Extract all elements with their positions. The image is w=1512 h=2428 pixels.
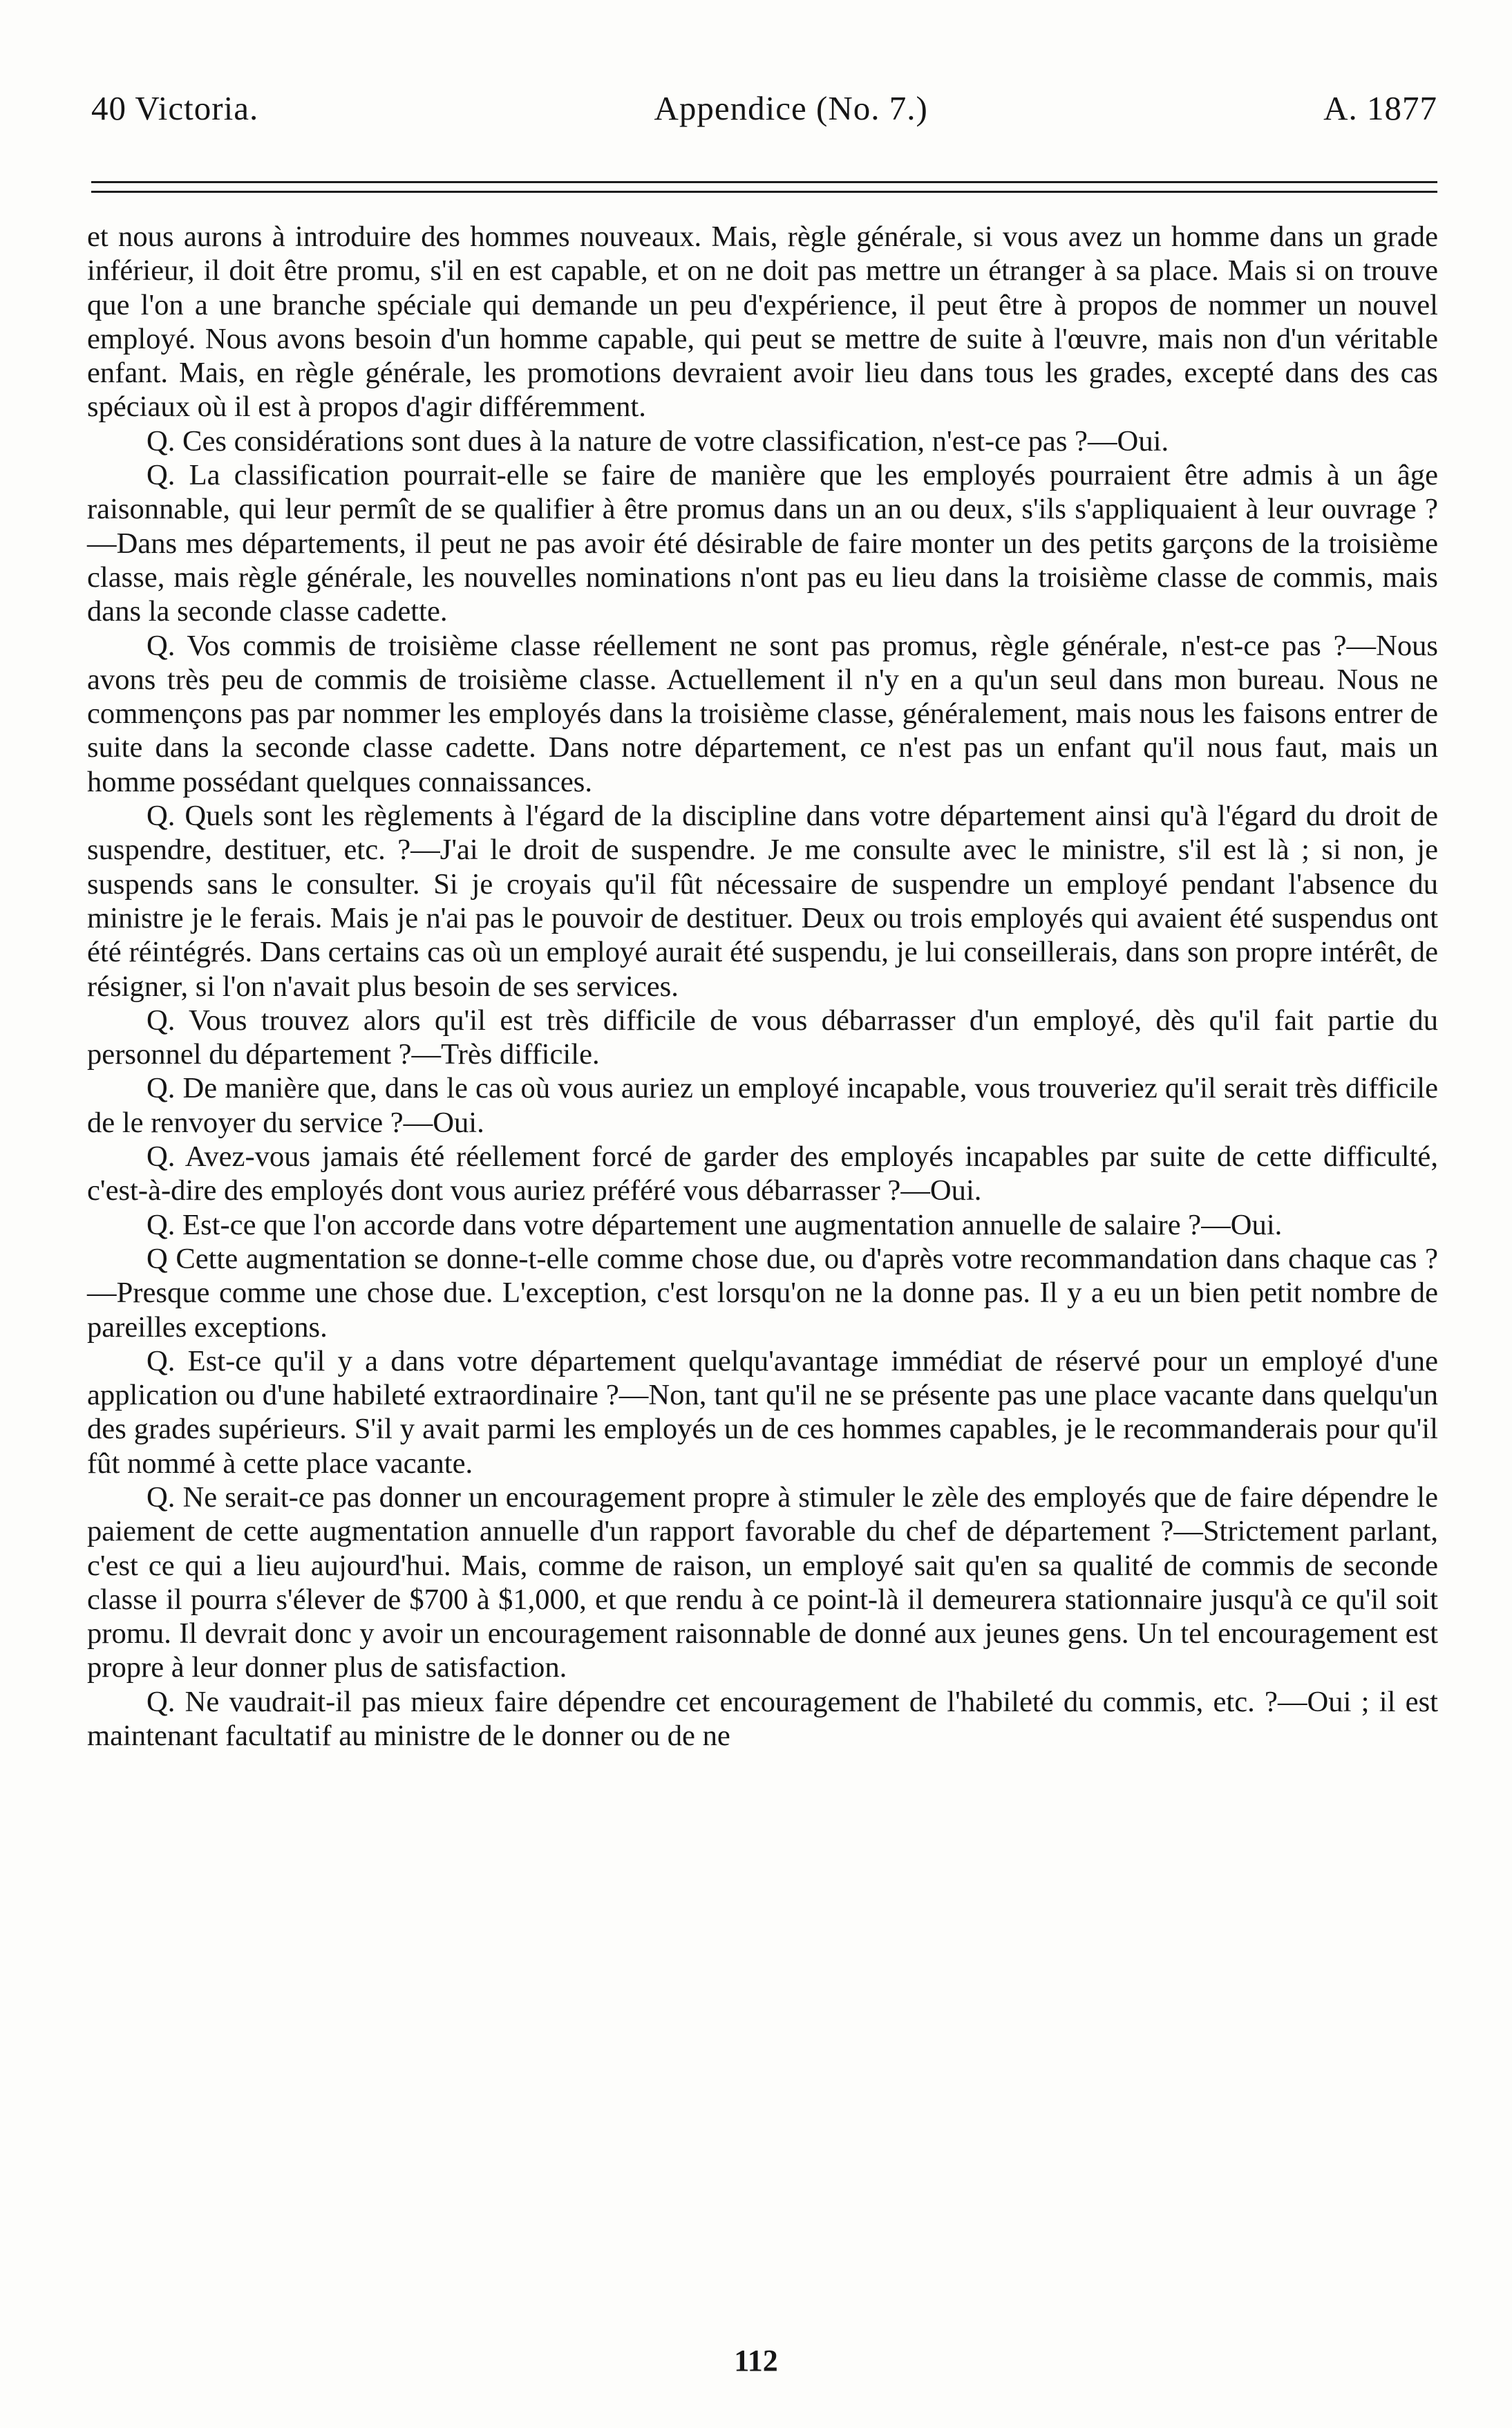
- question-paragraph: Q. Quels sont les règlements à l'égard de la discipline dans votre département ainsi qu'à l'égard du droit de suspendre, destituer, etc. ?—J'ai le droit de suspendre. Je me consulte avec le ministre, s'il est là ; si non, je suspends sans le consulter. Si je croyais qu'il fût nécessaire de suspendre un employé pendant l'absence du ministre je le ferais. Mais je n'ai pas le pouvoir de destituer. Deux ou trois employés qui avaient été suspendus ont été réintégrés. Dans certains cas où un employé aurait été suspendu, je lui conseillerais, dans son propre intérêt, de résigner, si l'on n'avait plus besoin de ses services.: [87, 800, 1438, 1003]
- header-rule-top: [91, 181, 1437, 183]
- header-session: 40 Victoria.: [91, 89, 259, 127]
- question-paragraph: Q. Vous trouvez alors qu'il est très difficile de vous débarrasser d'un employé, dès qu'il fait partie du personnel du département ?—Très difficile.: [87, 1004, 1438, 1071]
- question-paragraph: Q. Avez-vous jamais été réellement forcé de garder des employés incapables par suite de cette difficulté, c'est-à-dire des employés dont vous auriez préféré vous débarrasser ?—Oui.: [87, 1140, 1438, 1207]
- question-paragraph: Q. Ces considérations sont dues à la nature de votre classification, n'est-ce pas ?—Oui.: [147, 424, 1169, 458]
- question-paragraph: Q. De manière que, dans le cas où vous auriez un employé incapable, vous trouveriez qu'il serait très difficile de le renvoyer du service ?—Oui.: [87, 1072, 1438, 1139]
- header-appendix: Appendice (No. 7.): [654, 89, 928, 127]
- body-text: [87, 220, 1438, 1753]
- running-header: [91, 88, 1437, 130]
- question-paragraph: Q. Ne vaudrait-il pas mieux faire dépendre cet encouragement de l'habileté du commis, etc. ?—Oui ; il est maintenant facultatif au ministre de le donner ou de ne: [87, 1685, 1438, 1753]
- question-paragraph: Q. Est-ce qu'il y a dans votre département quelqu'avantage immédiat de réservé pour un employé d'une application ou d'une habileté extraordinaire ?—Non, tant qu'il ne se présente pas une place vacante dans quelqu'un des grades supérieurs. S'il y avait parmi les employés un de ces hommes capables, je le recommanderais pour qu'il fût nommé à cette place vacante.: [87, 1344, 1438, 1480]
- question-paragraph: Q. Est-ce que l'on accorde dans votre département une augmentation annuelle de salaire ?—Oui.: [147, 1208, 1283, 1241]
- question-paragraph: Q. Vos commis de troisième classe réellement ne sont pas promus, règle générale, n'est-ce pas ?—Nous avons très peu de commis de troisième classe. Actuellement il n'y en a qu'un seul dans mon bureau. Nous ne commençons pas par nommer les employés dans la troisième classe, généralement, mais nous les faisons entrer de suite dans la seconde classe cadette. Dans notre département, ce n'est pas un enfant qu'il nous faut, mais un homme possédant quelques connaissances.: [87, 629, 1438, 798]
- page-number: 112: [734, 2344, 778, 2378]
- question-paragraph: Q. Ne serait-ce pas donner un encouragement propre à stimuler le zèle des employés que de faire dépendre le paiement de cette augmentation annuelle d'un rapport favorable du chef de département ?—Strictement parlant, c'est ce qui a lieu aujourd'hui. Mais, comme de raison, un employé sait qu'en sa qualité de commis de seconde classe il pourra s'élever de $700 à $1,000, et que rendu à ce point-là il demeurera stationnaire jusqu'à ce qu'il soit promu. Il devrait donc y avoir un encouragement raisonnable de donné aux jeunes gens. Un tel encouragement est propre à leur donner plus de satisfaction.: [87, 1480, 1438, 1684]
- header-year: A. 1877: [1323, 89, 1437, 127]
- header-rule-bottom: [91, 191, 1437, 193]
- paragraph-continuation: et nous aurons à introduire des hommes nouveaux. Mais, règle générale, si vous avez un homme dans un grade inférieur, il doit être promu, s'il en est capable, et on ne doit pas mettre un étranger à sa place. Mais si on trouve que l'on a une branche spéciale qui demande un peu d'expérience, il peut être à propos de nommer un nouvel employé. Nous avons besoin d'un homme capable, qui peut se mettre de suite à l'œuvre, mais non d'un véritable enfant. Mais, en règle générale, les promotions devraient avoir lieu dans tous les grades, excepté dans des cas spéciaux où il est à propos d'agir différemment.: [87, 220, 1438, 424]
- question-paragraph: Q. La classification pourrait-elle se faire de manière que les employés pourraient être admis à un âge raisonnable, qui leur permît de se qualifier à être promus dans un an ou deux, s'ils s'appliquaient à leur ouvrage ?—Dans mes départements, il peut ne pas avoir été désirable de faire monter un des petits garçons de la troisième classe, mais règle générale, les nouvelles nominations n'ont pas eu lieu dans la troisième classe de commis, mais dans la seconde classe cadette.: [87, 459, 1438, 628]
- question-paragraph: Q Cette augmentation se donne-t-elle comme chose due, ou d'après votre recommandation dans chaque cas ?—Presque comme une chose due. L'exception, c'est lorsqu'on ne la donne pas. Il y a eu un bien petit nombre de pareilles exceptions.: [87, 1242, 1438, 1344]
